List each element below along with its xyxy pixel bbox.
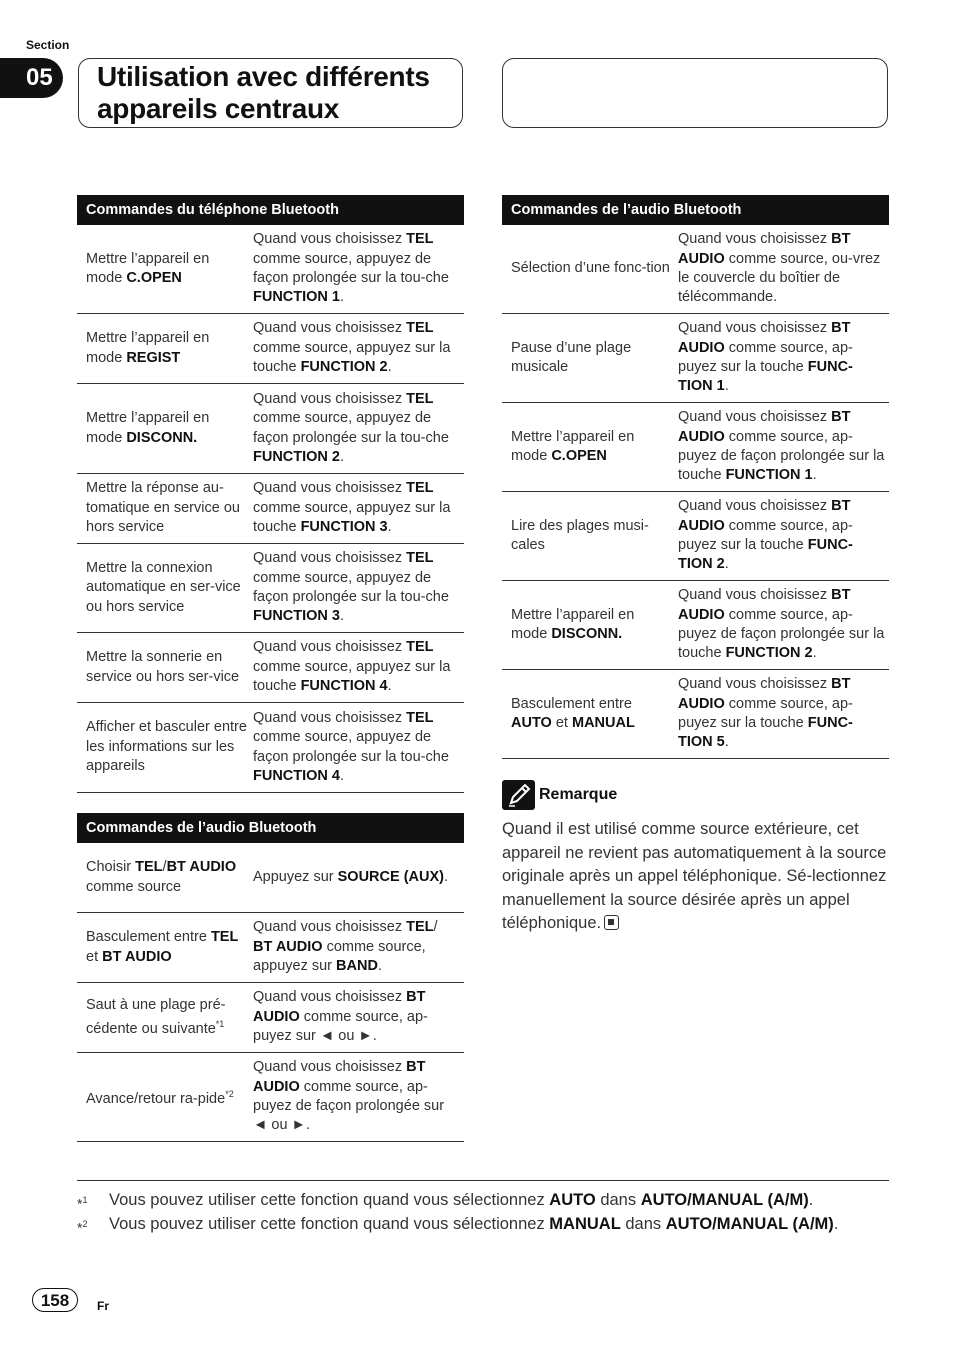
footnote-asterisk: * xyxy=(77,1195,83,1212)
footnote-mark xyxy=(77,1213,87,1240)
table-row xyxy=(502,581,889,670)
instruction-part: FUNCTION 3 xyxy=(253,608,340,625)
instruction-part: comme source, appuyez de façon prolongée sur la tou-che xyxy=(253,410,449,446)
table-row xyxy=(77,474,464,544)
action-cell xyxy=(77,1053,253,1141)
instruction-part: Quand vous choisissez xyxy=(678,231,832,248)
footnote-divider xyxy=(77,1180,889,1181)
footnote-1 xyxy=(77,1189,889,1213)
action-part: AUTO xyxy=(511,715,552,731)
action-part: Sélection d’une fonc-tion xyxy=(511,260,670,277)
instruction-part: Quand vous choisissez xyxy=(678,587,832,604)
instruction-text xyxy=(253,319,460,377)
action-text xyxy=(86,329,247,368)
footnote-text xyxy=(109,1189,889,1213)
action-part: Pause d’une plage musicale xyxy=(511,339,632,375)
action-text xyxy=(86,559,247,617)
instruction-part: comme source, appuyez de façon prolongée sur la tou-che xyxy=(253,569,449,605)
instruction-cell xyxy=(253,1053,464,1141)
action-text xyxy=(86,996,247,1040)
instruction-text xyxy=(253,390,460,468)
action-cell xyxy=(77,633,253,702)
instruction-cell xyxy=(253,913,464,982)
instruction-part: Quand vous choisissez xyxy=(678,498,832,515)
instruction-part: comme source, appuyez sur la touche xyxy=(253,499,451,536)
instruction-part: FUNCTION 4 xyxy=(300,678,388,695)
action-part: Avance/retour ra-pide xyxy=(86,1090,226,1107)
action-part: *1 xyxy=(215,1019,225,1030)
table-row xyxy=(77,703,464,793)
action-part: C.OPEN xyxy=(551,448,607,464)
instruction-part: Quand vous choisissez xyxy=(253,989,407,1006)
footnote-part: AUTO xyxy=(549,1191,596,1209)
instruction-text xyxy=(678,408,885,486)
action-part: DISCONN. xyxy=(551,626,623,642)
instruction-part: FUNC-TION 2 xyxy=(678,537,853,573)
page-number: 158 xyxy=(32,1288,78,1312)
action-cell xyxy=(77,983,253,1052)
instruction-part: . xyxy=(387,678,392,695)
action-part: Basculement entre xyxy=(86,929,211,946)
footnote-text xyxy=(109,1213,889,1237)
chapter-title-box xyxy=(78,58,463,128)
instruction-part: BT AUDIO xyxy=(253,938,323,955)
instruction-part: FUNCTION 1 xyxy=(253,289,340,306)
instruction-part: Quand vous choisissez xyxy=(253,1059,407,1076)
instruction-part: comme source, ap-puyez de façon prolongée sur ◄ ou ►. xyxy=(253,1078,445,1134)
instruction-cell xyxy=(253,474,464,543)
action-text xyxy=(86,409,247,448)
action-text xyxy=(86,718,247,776)
audio-controls-table-right xyxy=(502,195,889,759)
instruction-part: BT AUDIO xyxy=(678,587,851,623)
instruction-part: . xyxy=(812,467,817,484)
action-part: et xyxy=(86,948,103,965)
instruction-text xyxy=(678,497,885,575)
instruction-part: . xyxy=(443,868,449,885)
instruction-part: FUNCTION 4 xyxy=(253,767,340,784)
table-row xyxy=(77,1053,464,1142)
action-part: Mettre la réponse au-tomatique en service ou hors service xyxy=(86,480,240,536)
table-row xyxy=(77,633,464,703)
action-part: REGIST xyxy=(126,349,181,366)
action-part: *2 xyxy=(225,1088,234,1099)
action-part: Saut à une plage pré-cédente ou suivante xyxy=(86,996,226,1037)
audio-controls-table-left xyxy=(77,813,464,1142)
instruction-part: TEL xyxy=(406,709,434,726)
instruction-part: . xyxy=(724,734,729,751)
action-text xyxy=(511,695,672,734)
action-part: Mettre l’appareil en mode xyxy=(511,428,635,464)
instruction-part: Quand vous choisissez xyxy=(253,919,407,936)
action-part: TEL xyxy=(135,859,163,876)
end-mark-icon xyxy=(604,915,619,930)
instruction-cell xyxy=(253,633,464,702)
instruction-part: BT AUDIO xyxy=(678,498,851,534)
instruction-text xyxy=(253,479,460,537)
footnote-2 xyxy=(77,1213,889,1237)
action-part: C.OPEN xyxy=(126,270,182,286)
table-title: Commandes de l’audio Bluetooth xyxy=(77,813,464,843)
instruction-part: . xyxy=(340,608,345,625)
instruction-text xyxy=(678,319,885,397)
table-title: Commandes du téléphone Bluetooth xyxy=(77,195,464,225)
instruction-part: TEL xyxy=(406,639,434,656)
footnote-part: dans xyxy=(595,1191,641,1209)
footnote-asterisk: * xyxy=(77,1219,83,1236)
instruction-cell xyxy=(678,225,889,313)
instruction-text xyxy=(253,230,460,308)
instruction-part: . xyxy=(377,958,382,975)
footnote-part: dans xyxy=(620,1215,666,1233)
instruction-text xyxy=(253,638,460,696)
instruction-part: FUNCTION 2 xyxy=(253,448,340,465)
instruction-part: TEL xyxy=(406,480,434,497)
action-text xyxy=(86,648,247,687)
instruction-part: comme source, ou-vrez le couvercle du boîtier de télécommande. xyxy=(678,250,881,306)
instruction-part: . xyxy=(812,645,817,662)
instruction-cell xyxy=(678,670,889,758)
footnote-part: . xyxy=(808,1191,814,1209)
instruction-part: comme source, appuyez sur la touche xyxy=(253,658,451,695)
action-text xyxy=(511,606,672,645)
instruction-part: . xyxy=(387,359,392,376)
action-part: Mettre l’appareil en mode xyxy=(86,410,210,446)
note-body: Quand il est utilisé comme source extérieure, cet appareil ne revient pas automatiquement à la source originale après un appel téléphonique. Sé-lectionnez manuellement la source désirée après un appel téléphonique. xyxy=(502,820,887,932)
instruction-text xyxy=(253,988,460,1046)
instruction-part: Quand vous choisissez xyxy=(678,409,832,426)
instruction-part: Quand vous choisissez xyxy=(253,390,407,407)
instruction-text xyxy=(253,709,460,787)
instruction-cell xyxy=(253,384,464,473)
instruction-cell xyxy=(253,225,464,313)
footnote-number: 1 xyxy=(82,1195,88,1205)
action-cell xyxy=(77,913,253,982)
instruction-part: Quand vous choisissez xyxy=(678,676,832,693)
action-cell xyxy=(502,670,678,758)
action-part: TEL xyxy=(210,929,239,946)
instruction-part: comme source, appuyez sur xyxy=(253,938,426,975)
action-cell xyxy=(502,314,678,402)
blank-header-box xyxy=(502,58,888,128)
instruction-part: TEL xyxy=(406,320,434,337)
instruction-part: comme source, appuyez de façon prolongée sur la tou-che xyxy=(253,729,449,765)
phone-controls-table xyxy=(77,195,464,793)
action-text xyxy=(86,250,247,289)
note-label: Remarque xyxy=(539,786,618,803)
footnote-part: . xyxy=(833,1215,839,1233)
instruction-part: / xyxy=(433,919,438,936)
table-row xyxy=(77,225,464,314)
action-cell xyxy=(77,544,253,632)
instruction-part: FUNC-TION 5 xyxy=(678,715,853,751)
table-row xyxy=(502,225,889,314)
section-label: Section xyxy=(26,38,70,52)
action-text xyxy=(511,517,672,556)
footnote-number: 2 xyxy=(82,1219,88,1229)
action-part: Mettre la connexion automatique en ser-vice ou hors service xyxy=(86,559,241,615)
instruction-part: FUNCTION 1 xyxy=(725,467,813,484)
table-row xyxy=(502,492,889,581)
footnote-part: Vous pouvez utiliser cette fonction quand vous sélectionnez xyxy=(109,1191,550,1209)
instruction-text xyxy=(678,586,885,664)
instruction-text xyxy=(678,675,885,753)
action-cell xyxy=(77,384,253,473)
action-part: Mettre la sonnerie en service ou hors ser-vice xyxy=(86,649,240,685)
action-cell xyxy=(77,474,253,543)
pencil-icon xyxy=(502,780,535,810)
instruction-part: comme source, ap-puyez sur la touche xyxy=(678,339,853,375)
action-part: Basculement entre xyxy=(511,695,632,712)
instruction-part: BT AUDIO xyxy=(253,989,426,1025)
action-cell xyxy=(77,703,253,792)
action-part: DISCONN. xyxy=(126,429,198,446)
action-text xyxy=(511,339,672,378)
instruction-text xyxy=(253,918,460,976)
instruction-part: TEL xyxy=(406,550,434,567)
table-row xyxy=(77,314,464,384)
instruction-text xyxy=(253,549,460,627)
instruction-text xyxy=(253,868,448,887)
instruction-part: BT AUDIO xyxy=(678,320,851,356)
instruction-part: Quand vous choisissez xyxy=(253,480,407,497)
footnote-part: AUTO/MANUAL (A/M) xyxy=(665,1215,834,1233)
action-text xyxy=(86,858,247,897)
section-number-badge: 05 xyxy=(0,58,63,98)
action-part: Lire des plages musi-cales xyxy=(511,517,649,553)
instruction-part: Appuyez sur xyxy=(253,868,338,885)
action-text xyxy=(511,428,672,467)
instruction-part: comme source, appuyez de façon prolongée sur la tou-che xyxy=(253,250,449,286)
instruction-part: comme source, appuyez sur la touche xyxy=(253,339,451,376)
action-part: Mettre l’appareil en mode xyxy=(86,330,210,366)
instruction-part: BT AUDIO xyxy=(678,676,851,712)
instruction-part: FUNCTION 3 xyxy=(300,519,388,536)
instruction-part: FUNCTION 2 xyxy=(300,359,388,376)
action-cell xyxy=(502,225,678,313)
action-part: BT AUDIO xyxy=(102,948,172,965)
footnote-part: MANUAL xyxy=(549,1215,621,1233)
table-row xyxy=(77,544,464,633)
instruction-cell xyxy=(253,983,464,1052)
note-block xyxy=(502,780,889,936)
footnote-part: AUTO/MANUAL (A/M) xyxy=(640,1191,809,1209)
instruction-part: FUNC-TION 1 xyxy=(678,359,853,395)
table-row xyxy=(77,384,464,474)
action-cell xyxy=(77,225,253,313)
instruction-cell xyxy=(678,492,889,580)
instruction-part: Quand vous choisissez xyxy=(253,320,407,337)
action-part: et xyxy=(551,715,572,731)
action-cell xyxy=(77,843,253,912)
action-cell xyxy=(502,403,678,491)
table-row xyxy=(502,403,889,492)
action-text xyxy=(86,479,247,537)
instruction-part: . xyxy=(387,519,392,536)
instruction-cell xyxy=(678,581,889,669)
action-cell xyxy=(502,492,678,580)
table-row xyxy=(502,670,889,759)
instruction-part: TEL xyxy=(406,919,434,936)
action-part: Choisir xyxy=(86,859,136,876)
instruction-cell xyxy=(253,544,464,632)
action-text xyxy=(86,1085,234,1109)
action-part: MANUAL xyxy=(571,715,635,731)
instruction-part: SOURCE (AUX) xyxy=(337,868,444,885)
instruction-part: BT AUDIO xyxy=(678,231,851,267)
instruction-cell xyxy=(678,314,889,402)
instruction-part: comme source, ap-puyez sur ◄ ou ►. xyxy=(253,1008,428,1045)
instruction-part: BAND xyxy=(336,958,378,975)
instruction-part: BT AUDIO xyxy=(253,1059,426,1095)
action-cell xyxy=(502,581,678,669)
instruction-part: . xyxy=(340,767,345,784)
instruction-part: comme source, ap-puyez de façon prolongée sur la touche xyxy=(678,428,885,484)
instruction-text xyxy=(253,1058,460,1136)
action-text xyxy=(511,259,670,278)
language-code: Fr xyxy=(97,1299,109,1313)
action-part: Mettre l’appareil en mode xyxy=(511,606,635,642)
instruction-part: . xyxy=(340,448,345,465)
action-text xyxy=(86,928,247,967)
instruction-part: BT AUDIO xyxy=(678,409,851,445)
instruction-cell xyxy=(253,703,464,792)
instruction-part: comme source, ap-puyez de façon prolongée sur la touche xyxy=(678,606,885,662)
table-row xyxy=(77,913,464,983)
instruction-text xyxy=(678,230,885,308)
table-title: Commandes de l’audio Bluetooth xyxy=(502,195,889,225)
note-text xyxy=(502,818,889,936)
instruction-part: . xyxy=(340,289,345,306)
action-part: BT AUDIO xyxy=(166,859,237,876)
instruction-part: comme source, ap-puyez sur la touche xyxy=(678,695,853,731)
instruction-part: . xyxy=(724,378,729,395)
instruction-part: Quand vous choisissez xyxy=(678,320,832,337)
instruction-part: TEL xyxy=(406,390,434,407)
chapter-title-line-2: appareils centraux xyxy=(97,93,340,124)
instruction-part: Quand vous choisissez xyxy=(253,550,407,567)
action-cell xyxy=(77,314,253,383)
action-part: Mettre l’appareil en mode xyxy=(86,250,210,286)
instruction-part: . xyxy=(724,556,729,573)
footnote-part: Vous pouvez utiliser cette fonction quand vous sélectionnez xyxy=(109,1215,550,1233)
table-row xyxy=(502,314,889,403)
table-row xyxy=(77,843,464,913)
action-part: / xyxy=(162,859,167,876)
instruction-part: comme source, ap-puyez sur la touche xyxy=(678,517,853,553)
table-row xyxy=(77,983,464,1053)
instruction-part: Quand vous choisissez xyxy=(253,231,407,248)
instruction-part: TEL xyxy=(406,231,434,248)
instruction-part: Quand vous choisissez xyxy=(253,639,407,656)
action-part: comme source xyxy=(86,878,182,895)
instruction-cell xyxy=(253,314,464,383)
instruction-part: FUNCTION 2 xyxy=(725,645,813,662)
instruction-cell xyxy=(253,843,464,912)
chapter-title xyxy=(97,61,462,125)
instruction-cell xyxy=(678,403,889,491)
instruction-part: Quand vous choisissez xyxy=(253,709,407,726)
chapter-title-line-1: Utilisation avec différents xyxy=(97,61,430,92)
action-part: Afficher et basculer entre les informations sur les appareils xyxy=(86,719,247,775)
note-heading xyxy=(502,780,889,810)
